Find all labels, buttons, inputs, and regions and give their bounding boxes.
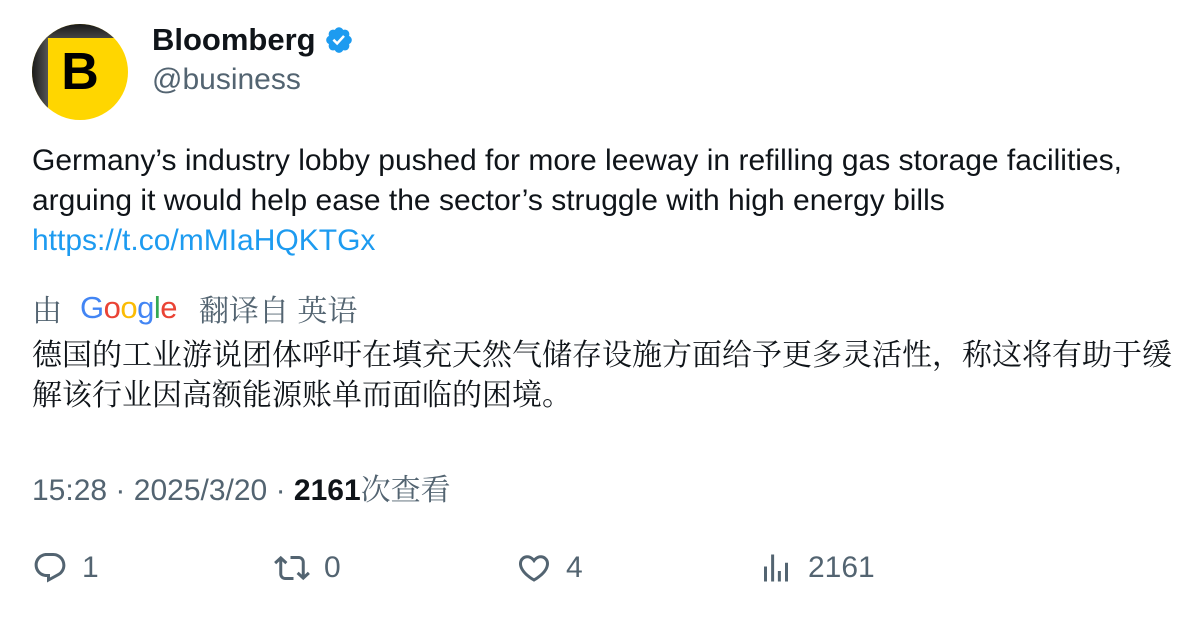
tweet-meta [32,465,451,509]
verified-badge-icon[interactable] [324,25,354,55]
translated-text: 德国的工业游说团体呼吁在填充天然气储存设施方面给予更多灵活性，称这将有助于缓解该行业因高额能源账单而面临的困境。 [32,339,1172,412]
views-button[interactable] [758,550,875,586]
translation-attribution [32,286,357,330]
like-count: 4 [566,551,583,584]
tweet-body: Germany’s industry lobby pushed for more leeway in refilling gas storage facilities, arguing it would help ease the sector’s struggle with high energy bills [32,144,1122,217]
analytics-icon [758,550,794,586]
views-action-count: 2161 [808,551,875,584]
action-bar [32,550,1172,594]
google-logo[interactable]: Google [80,290,178,325]
retweet-count: 0 [324,551,341,584]
author-name[interactable]: Bloomberg [152,22,316,57]
avatar-letter: B [61,43,99,101]
translation-source-label[interactable]: 翻译自 英语 [199,295,358,328]
view-count-label: 次查看 [360,474,451,507]
translated-by-label: 由 [32,295,62,328]
meta-separator: · [275,474,286,507]
meta-separator: · [115,474,126,507]
tweet-date[interactable]: 2025/3/20 [133,474,268,507]
author-handle[interactable]: @business [152,63,301,96]
retweet-icon [274,550,310,586]
reply-count: 1 [82,551,99,584]
tweet-link[interactable]: https://t.co/mMIaHQKTGx [32,224,376,257]
tweet-text [32,141,1172,261]
tweet-time[interactable]: 15:28 [32,474,108,507]
view-count: 2161 [293,474,361,507]
reply-icon [32,550,68,586]
reply-button[interactable] [32,550,99,586]
heart-icon [516,550,552,586]
like-button[interactable] [516,550,583,586]
avatar[interactable] [32,24,128,120]
retweet-button[interactable] [274,550,341,586]
author-name-row [152,22,354,58]
